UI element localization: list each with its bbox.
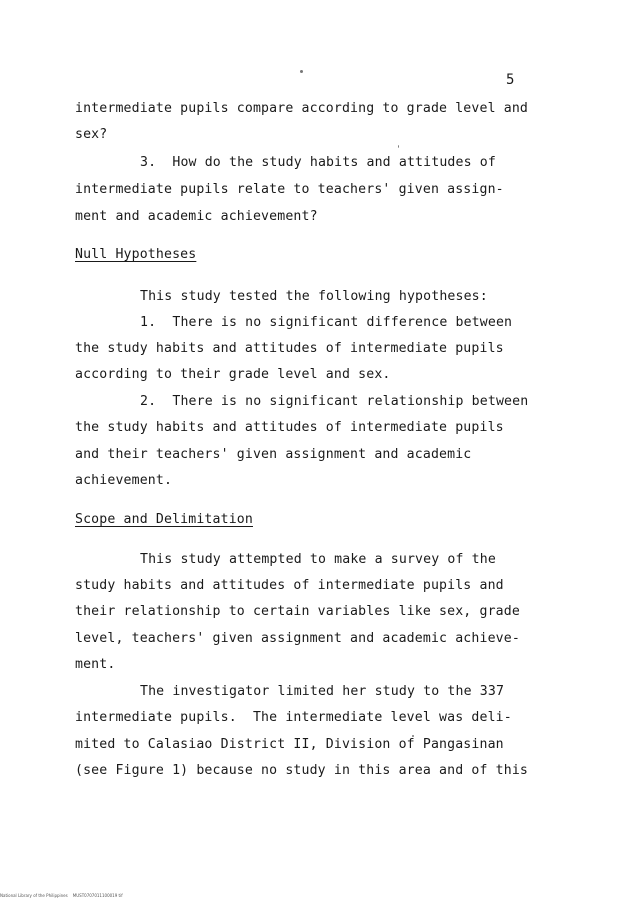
section-heading-scope: Scope and Delimitation xyxy=(75,512,253,527)
text-line: (see Figure 1) because no study in this area and of this xyxy=(75,763,529,778)
scope-paragraph-1: This study attempted to make a survey of the xyxy=(140,552,496,567)
text-line: intermediate pupils. The intermediate level was deli- xyxy=(75,710,512,725)
scan-speck xyxy=(398,145,399,148)
text-line: achievement. xyxy=(75,473,173,488)
text-line: the study habits and attitudes of intermediate pupils xyxy=(75,420,504,435)
section-heading-null-hypotheses: Null Hypotheses xyxy=(75,247,197,262)
hypothesis-2: 2. There is no significant relationship between xyxy=(140,394,529,409)
text-line: level, teachers' given assignment and academic achieve- xyxy=(75,631,520,646)
text-line: their relationship to certain variables like sex, grade xyxy=(75,604,520,619)
hypotheses-intro: This study tested the following hypotheses: xyxy=(140,289,488,304)
hypothesis-1: 1. There is no significant difference between xyxy=(140,315,513,330)
text-line: sex? xyxy=(75,127,108,142)
text-line: and their teachers' given assignment and academic xyxy=(75,447,472,462)
text-line: the study habits and attitudes of intermediate pupils xyxy=(75,341,504,356)
text-line: ment. xyxy=(75,657,116,672)
text-line: study habits and attitudes of intermediate pupils and xyxy=(75,578,504,593)
text-line: intermediate pupils relate to teachers' given assign- xyxy=(75,182,504,197)
scope-paragraph-2: The investigator limited her study to the 337 xyxy=(140,684,505,699)
scan-footer: National Library of the Philippines MUST0707011100019 tif xyxy=(0,893,123,898)
text-line: ment and academic achievement? xyxy=(75,209,318,224)
text-line: mited to Calasiao District II, Division of Pangasinan xyxy=(75,737,504,752)
text-line: intermediate pupils compare according to grade level and xyxy=(75,101,529,116)
scan-speck xyxy=(300,70,303,73)
research-question-3: 3. How do the study habits and attitudes of xyxy=(140,155,496,170)
page-number: 5 xyxy=(506,72,515,88)
scan-speck xyxy=(412,735,414,737)
text-line: according to their grade level and sex. xyxy=(75,367,391,382)
